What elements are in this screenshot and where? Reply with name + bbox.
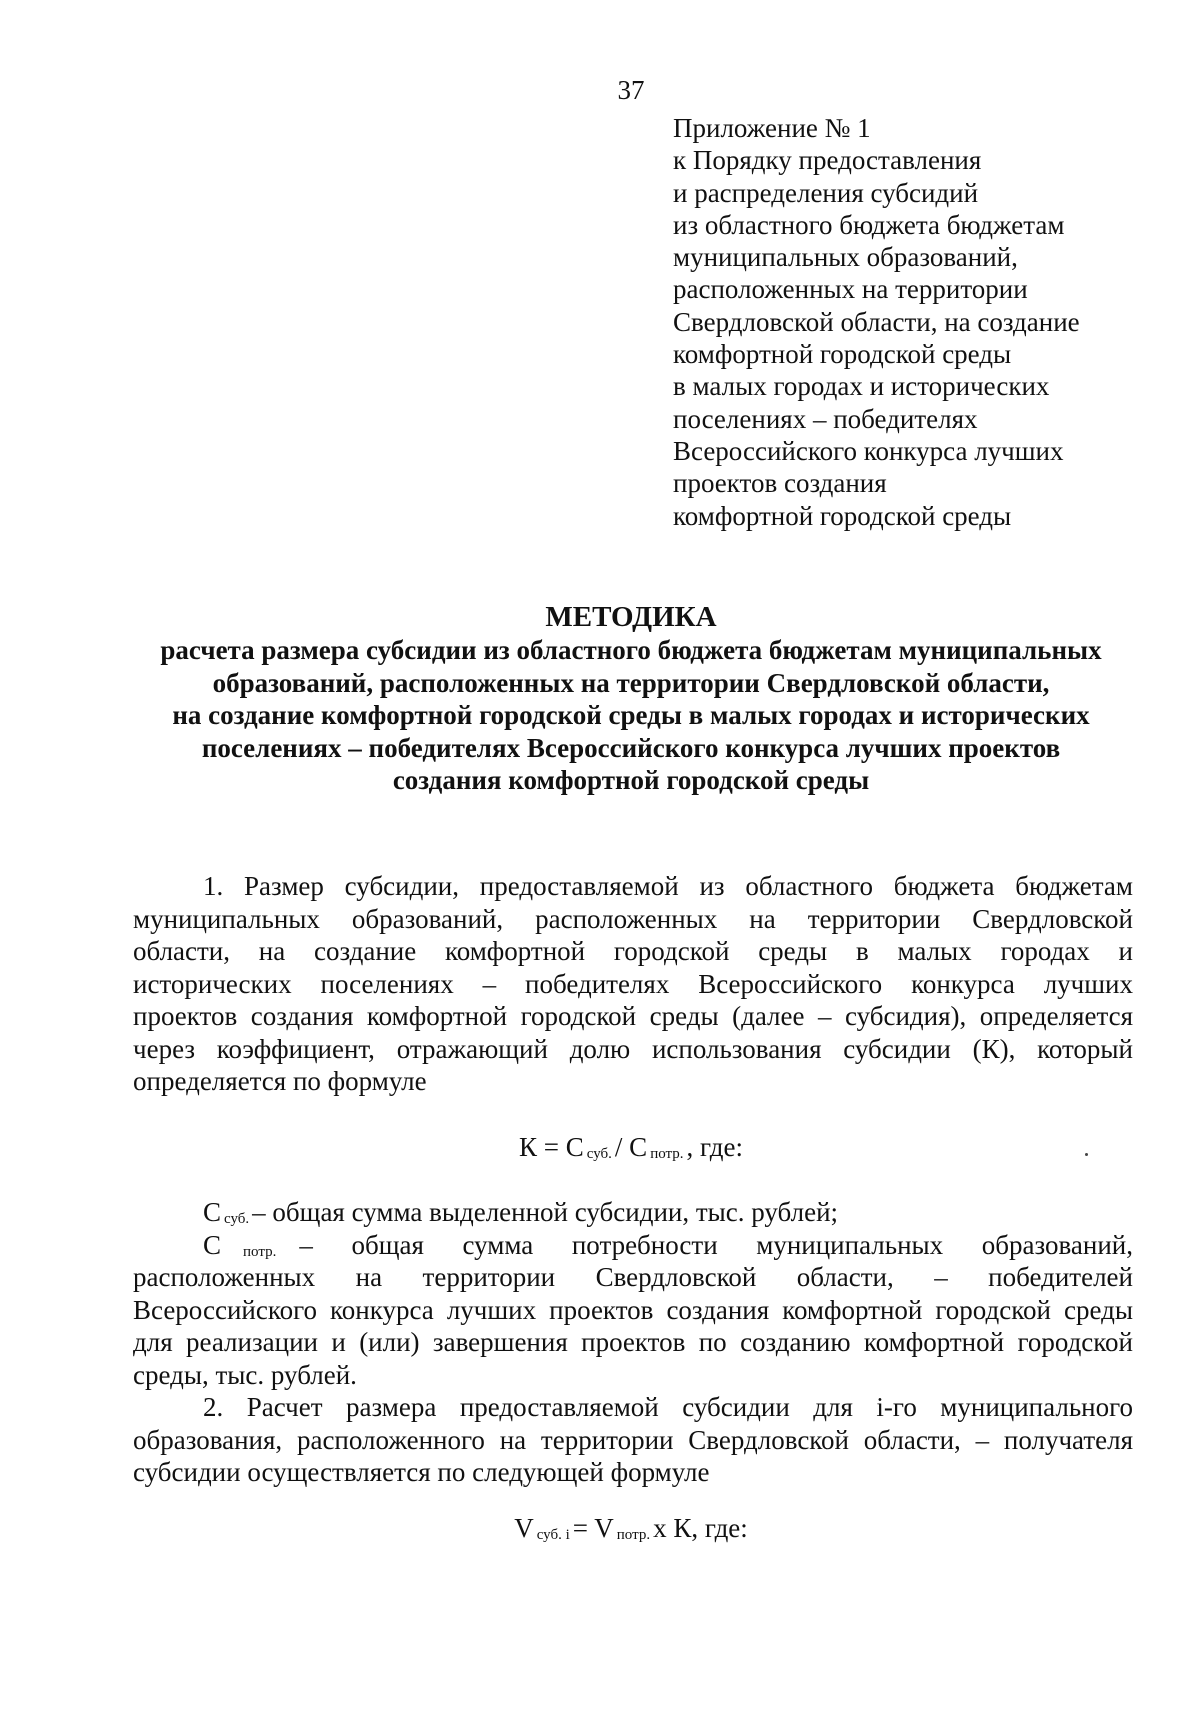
formula-v-equals: = V [572, 1513, 614, 1543]
appendix-line: Свердловской области, на создание [673, 306, 1080, 337]
formula-v-lhs: V [514, 1513, 534, 1543]
formula-k-divide: / С [614, 1132, 648, 1162]
formula-k [0, 1131, 1200, 1170]
subtitle-line: создания комфортной городской среды [392, 765, 870, 795]
definition-c-potr-symbol-group [203, 1229, 279, 1262]
document-subtitle [100, 634, 1162, 797]
appendix-line: расположенных на территории [673, 274, 1028, 305]
appendix-line: и распределения субсидий [673, 177, 979, 208]
subtitle-line: на создание комфортной городской среды в малых городах и исторических [172, 700, 1090, 730]
definition-c-sub [133, 1196, 1133, 1229]
formula-v-subscript-potr: потр. [616, 1527, 651, 1543]
definition-c-potr-symbol: С [203, 1229, 222, 1260]
appendix-line: поселениях – победителях [673, 403, 978, 434]
paragraph-line: 2. Расчет размера предоставляемой субсидии для i-го муниципального [203, 1392, 1133, 1422]
paragraph-line: через коэффициент, отражающий долю использования субсидии (К), который [133, 1033, 1133, 1064]
definition-c-sub-text: – общая сумма выделенной субсидии, тыс. рублей; [252, 1197, 839, 1227]
paragraph-2 [133, 1391, 1133, 1489]
paragraph-1 [133, 870, 1133, 1098]
appendix-line: комфортной городской среды [673, 339, 1012, 370]
definition-c-potr-subscript: потр. [243, 1243, 277, 1260]
definition-line: для реализации и (или) завершения проектов по созданию комфортной городской [133, 1327, 1133, 1357]
definition-c-sub-subscript: суб. [224, 1211, 250, 1227]
subtitle-line: поселениях – победителях Всероссийского конкурса лучших проектов [201, 732, 1061, 763]
definition-line: расположенных на территории Свердловской области, – победителей [133, 1262, 1133, 1292]
paragraph-line: 1. Размер субсидии, предоставляемой из областного бюджета бюджетам [203, 871, 1133, 901]
definitions-block [133, 1196, 1133, 1391]
appendix-line: Всероссийского конкурса лучших [673, 435, 1064, 466]
definition-c-sub-symbol: С [203, 1197, 222, 1227]
document-title: МЕТОДИКА [545, 601, 717, 633]
appendix-line: муниципальных образований, [673, 242, 1018, 273]
formula-v-subscript-sub: суб. i [536, 1527, 570, 1543]
paragraph-line: субсидии осуществляется по следующей формуле [133, 1457, 710, 1487]
paragraph-line: области, на создание комфортной городской среды в малых городах и [133, 936, 1133, 966]
paragraph-line: образования, расположенного на территории Свердловской области, – получателя [133, 1424, 1133, 1455]
formula-k-subscript-potr: потр. [650, 1146, 684, 1162]
definition-line: Всероссийского конкурса лучших проектов создания комфортной городской среды [133, 1294, 1133, 1325]
page-number: 37 [617, 75, 645, 105]
appendix-line: комфортной городской среды [673, 500, 1012, 531]
subtitle-line: образований, расположенных на территории Свердловской области, [212, 667, 1050, 698]
appendix-line: к Порядку предоставления [673, 145, 982, 176]
paragraph-line: муниципальных образований, расположенных на территории Свердловской [133, 903, 1133, 934]
appendix-block [673, 112, 1143, 532]
appendix-line: в малых городах и исторических [673, 371, 1050, 402]
subtitle-line: расчета размера субсидии из областного бюджета бюджетам муниципальных [160, 635, 1102, 665]
appendix-line: Приложение № 1 [673, 113, 871, 143]
paragraph-line: проектов создания комфортной городской среды (далее – субсидия), определяется [133, 1001, 1133, 1031]
definition-line: среды, тыс. рублей. [133, 1359, 357, 1390]
appendix-line: из областного бюджета бюджетам [673, 209, 1065, 240]
definition-c-potr-first-line: – общая сумма потребности муниципальных образований, [299, 1229, 1133, 1260]
paragraph-line: исторических поселениях – победителях Всероссийского конкурса лучших [133, 968, 1133, 999]
definition-c-potr [133, 1229, 1133, 1262]
formula-k-tail: , где: [686, 1132, 743, 1162]
formula-k-lhs: К = С [519, 1132, 584, 1162]
formula-v-tail: x К, где: [653, 1513, 748, 1543]
formula-v [0, 1512, 1200, 1551]
appendix-line: проектов создания [673, 468, 887, 499]
scan-speck [1085, 1153, 1088, 1156]
formula-k-subscript-sub: суб. [586, 1146, 612, 1162]
paragraph-line: определяется по формуле [133, 1066, 427, 1096]
